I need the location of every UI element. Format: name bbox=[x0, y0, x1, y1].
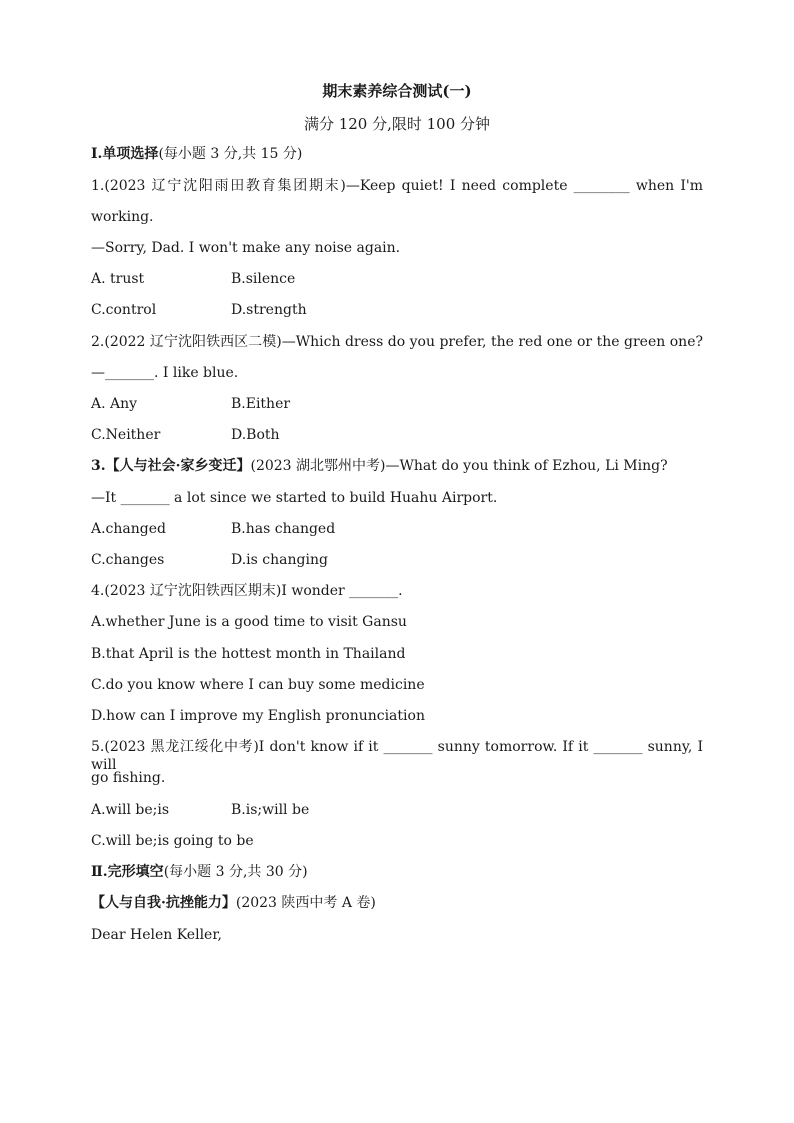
q5-stem-line2: go fishing. bbox=[91, 770, 166, 786]
cloze-salutation: Dear Helen Keller, bbox=[91, 927, 222, 943]
q5-option-b: B.is;will be bbox=[231, 802, 310, 818]
q3-option-a: A.changed bbox=[91, 521, 166, 537]
q5-option-c: C.will be;is going to be bbox=[91, 833, 254, 849]
q3-option-d: D.is changing bbox=[231, 552, 328, 568]
q2-option-c: C.Neither bbox=[91, 427, 161, 443]
q3-reply: —It _______ a lot since we started to build Huahu Airport. bbox=[91, 490, 498, 506]
q3-option-b: B.has changed bbox=[231, 521, 336, 537]
q2-stem: 2.(2022 辽宁沈阳铁西区二模)—Which dress do you prefer, the red one or the green one? bbox=[91, 334, 703, 350]
q4-option-b: B.that April is the hottest month in Thailand bbox=[91, 646, 406, 662]
section-1-title: Ⅰ.单项选择 bbox=[91, 146, 159, 162]
section-1-heading bbox=[91, 145, 302, 163]
q4-option-a: A.whether June is a good time to visit Gansu bbox=[91, 614, 407, 630]
section-2-note: (每小题 3 分,共 30 分) bbox=[163, 864, 308, 880]
section-2-title: Ⅱ.完形填空 bbox=[91, 864, 164, 880]
cloze-intro bbox=[91, 894, 376, 912]
q3-option-c: C.changes bbox=[91, 552, 165, 568]
q1-option-a: A. trust bbox=[91, 271, 145, 287]
q1-option-d: D.strength bbox=[231, 302, 307, 318]
q4-option-d: D.how can I improve my English pronunciation bbox=[91, 708, 425, 724]
q2-option-d: D.Both bbox=[231, 427, 280, 443]
q4-stem: 4.(2023 辽宁沈阳铁西区期末)I wonder _______. bbox=[91, 583, 403, 599]
q1-reply: —Sorry, Dad. I won't make any noise again. bbox=[91, 240, 401, 256]
q3-stem: (2023 湖北鄂州中考)—What do you think of Ezhou, Li Ming? bbox=[250, 458, 668, 474]
q1-option-c: C.control bbox=[91, 302, 157, 318]
q1-option-b: B.silence bbox=[231, 271, 296, 287]
q2-option-a: A. Any bbox=[91, 396, 138, 412]
section-1-note: (每小题 3 分,共 15 分) bbox=[158, 146, 303, 162]
cloze-source: (2023 陕西中考 A 卷) bbox=[235, 895, 376, 911]
cloze-tag: 【人与自我·抗挫能力】 bbox=[91, 895, 236, 911]
page-subtitle: 满分 120 分,限时 100 分钟 bbox=[303, 115, 491, 133]
q2-option-b: B.Either bbox=[231, 396, 291, 412]
q5-stem-line1: 5.(2023 黑龙江绥化中考)I don't know if it _______ sunny tomorrow. If it _______ sunny, I will bbox=[91, 739, 703, 773]
page-title: 期末素养综合测试(一) bbox=[322, 82, 472, 100]
section-2-heading bbox=[91, 863, 308, 881]
q4-option-c: C.do you know where I can buy some medicine bbox=[91, 677, 425, 693]
q1-stem-line2: working. bbox=[91, 209, 154, 225]
q3-tag: 3.【人与社会·家乡变迁】 bbox=[91, 458, 251, 474]
q5-option-a: A.will be;is bbox=[91, 802, 170, 818]
q1-stem-line1: 1.(2023 辽宁沈阳雨田教育集团期末)—Keep quiet! I need complete ________ when I'm bbox=[91, 178, 703, 194]
q3-stem-line bbox=[91, 457, 668, 475]
q2-reply: —_______. I like blue. bbox=[91, 365, 239, 381]
